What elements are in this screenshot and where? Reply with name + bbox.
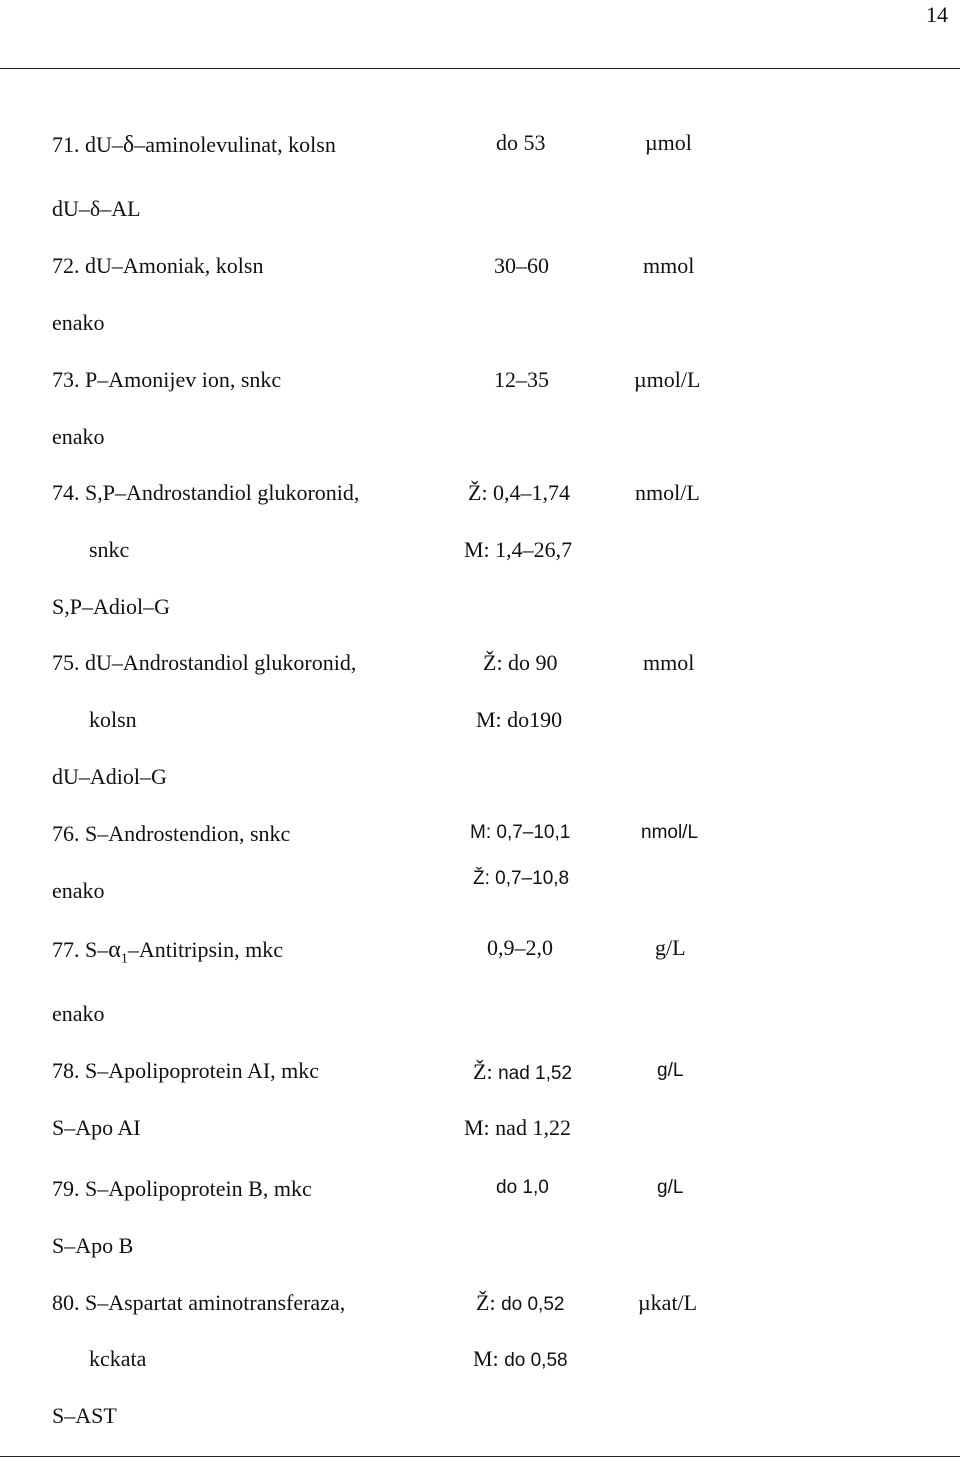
entry-73-name: 73. P–Amonijev ion, snkc [52,367,282,392]
header-rule [0,68,960,69]
entry-75-value-male: M: do190 [476,707,563,732]
entry-80-name-cont: kckata [89,1346,147,1371]
page-number: 14 [926,2,948,27]
entry-76-value-male: M: 0,7–10,1 [470,822,571,843]
entry-72-unit: mmol [643,253,695,278]
entry-74-unit: nmol/L [635,480,700,505]
entry-77-value: 0,9–2,0 [487,935,553,960]
alpha-symbol: α [108,937,121,963]
entry-77-name: 77. $S-\alpha_1$–Antitripsin, mkc [52,937,284,967]
entry-75-abbr: dU–Adiol–G [52,764,167,789]
entry-72-value: 30–60 [494,253,549,278]
entry-75-name: 75. dU–Androstandiol glukoronid, [52,650,357,675]
entry-78-value-male: M: nad 1,22 [464,1115,571,1140]
entry-77-note: enako [52,1001,105,1026]
entry-74-name-cont: snkc [89,537,130,562]
footer-rule [0,1456,960,1457]
entry-78-value-female: Ž: nad 1,52 [473,1059,573,1084]
entry-79-value: do 1,0 [496,1177,549,1198]
entry-78-unit: g/L [657,1060,684,1081]
entry-71-unit: µmol [645,130,692,155]
entry-72-name: 72. dU–Amoniak, kolsn [52,253,264,278]
entry-80-name: 80. S–Aspartat aminotransferaza, [52,1290,346,1315]
entry-74-value-male: M: 1,4–26,7 [464,537,573,562]
entry-74-abbr: S,P–Adiol–G [52,594,170,619]
entry-80-unit: µkat/L [638,1290,698,1315]
entry-77-unit: g/L [655,935,686,960]
entry-76-note: enako [52,878,105,903]
entry-80-abbr: S–AST [52,1403,117,1428]
entry-78-name: 78. S–Apolipoprotein AI, mkc [52,1058,320,1083]
entry-76-value-female: Ž: 0,7–10,8 [473,868,570,889]
entry-75-value-female: Ž: do 90 [483,650,558,675]
entry-74-name: 74. S,P–Androstandiol glukoronid, [52,480,360,505]
entry-79-abbr: S–Apo B [52,1233,134,1258]
entry-80-value-female: Ž: do 0,52 [476,1290,565,1315]
entry-73-unit: µmol/L [634,367,701,392]
entry-79-unit: g/L [657,1177,684,1198]
entry-71-value: do 53 [496,130,546,155]
entry-72-note: enako [52,310,105,335]
entry-73-note: enako [52,424,105,449]
entry-78-abbr: S–Apo AI [52,1115,141,1140]
entry-73-value: 12–35 [494,367,549,392]
entry-76-name: 76. S–Androstendion, snkc [52,821,291,846]
entry-71-abbr: dU–δ–AL [52,196,141,221]
entry-80-value-male: M: do 0,58 [473,1346,568,1371]
entry-75-name-cont: kolsn [89,707,137,732]
entry-76-unit: nmol/L [641,822,699,843]
entry-75-unit: mmol [643,650,695,675]
entry-71-name: 71. dU–δ–aminolevulinat, kolsn [52,132,336,158]
entry-74-value-female: Ž: 0,4–1,74 [468,480,571,505]
entry-79-name: 79. S–Apolipoprotein B, mkc [52,1176,312,1201]
